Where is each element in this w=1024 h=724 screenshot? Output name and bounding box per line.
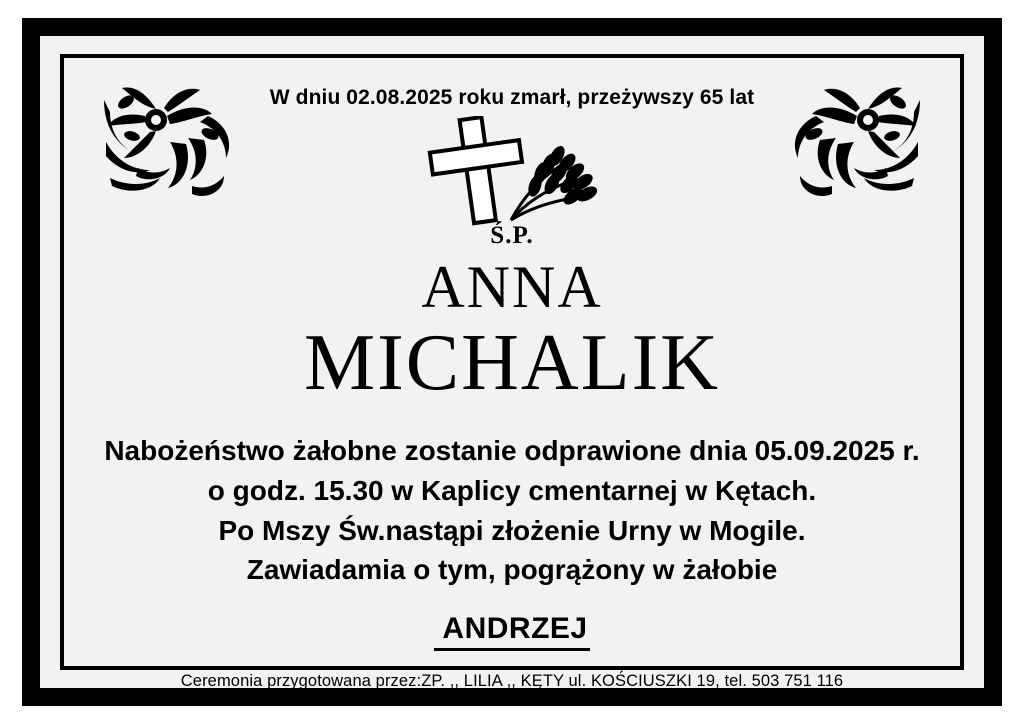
notice-content	[64, 58, 960, 666]
deceased-last-name: MICHALIK	[304, 319, 720, 407]
sp-abbreviation: Ś.P.	[490, 222, 534, 249]
funeral-home-credit: Ceremonia przygotowana przez:ZP. ,, LILIA ,, KĘTY ul. KOŚCIUSZKI 19, tel. 503 751 116	[180, 672, 844, 690]
service-line: Zawiadamia o tym, pogrążony w żałobie	[246, 554, 778, 586]
service-details	[64, 431, 960, 590]
mourner-name: ANDRZEJ	[434, 612, 589, 651]
service-line: o godz. 15.30 w Kaplicy cmentarnej w Kętach.	[207, 474, 817, 506]
death-date-line: W dniu 02.08.2025 roku zmarł, przeżywszy 65 lat	[269, 86, 755, 109]
deceased-first-name: ANNA	[421, 254, 603, 320]
cross-with-wheat-icon	[407, 116, 617, 228]
service-line: Po Mszy Św.nastąpi złożenie Urny w Mogile.	[218, 514, 806, 546]
service-line: Nabożeństwo żałobne zostanie odprawione dnia 05.09.2025 r.	[104, 435, 920, 466]
